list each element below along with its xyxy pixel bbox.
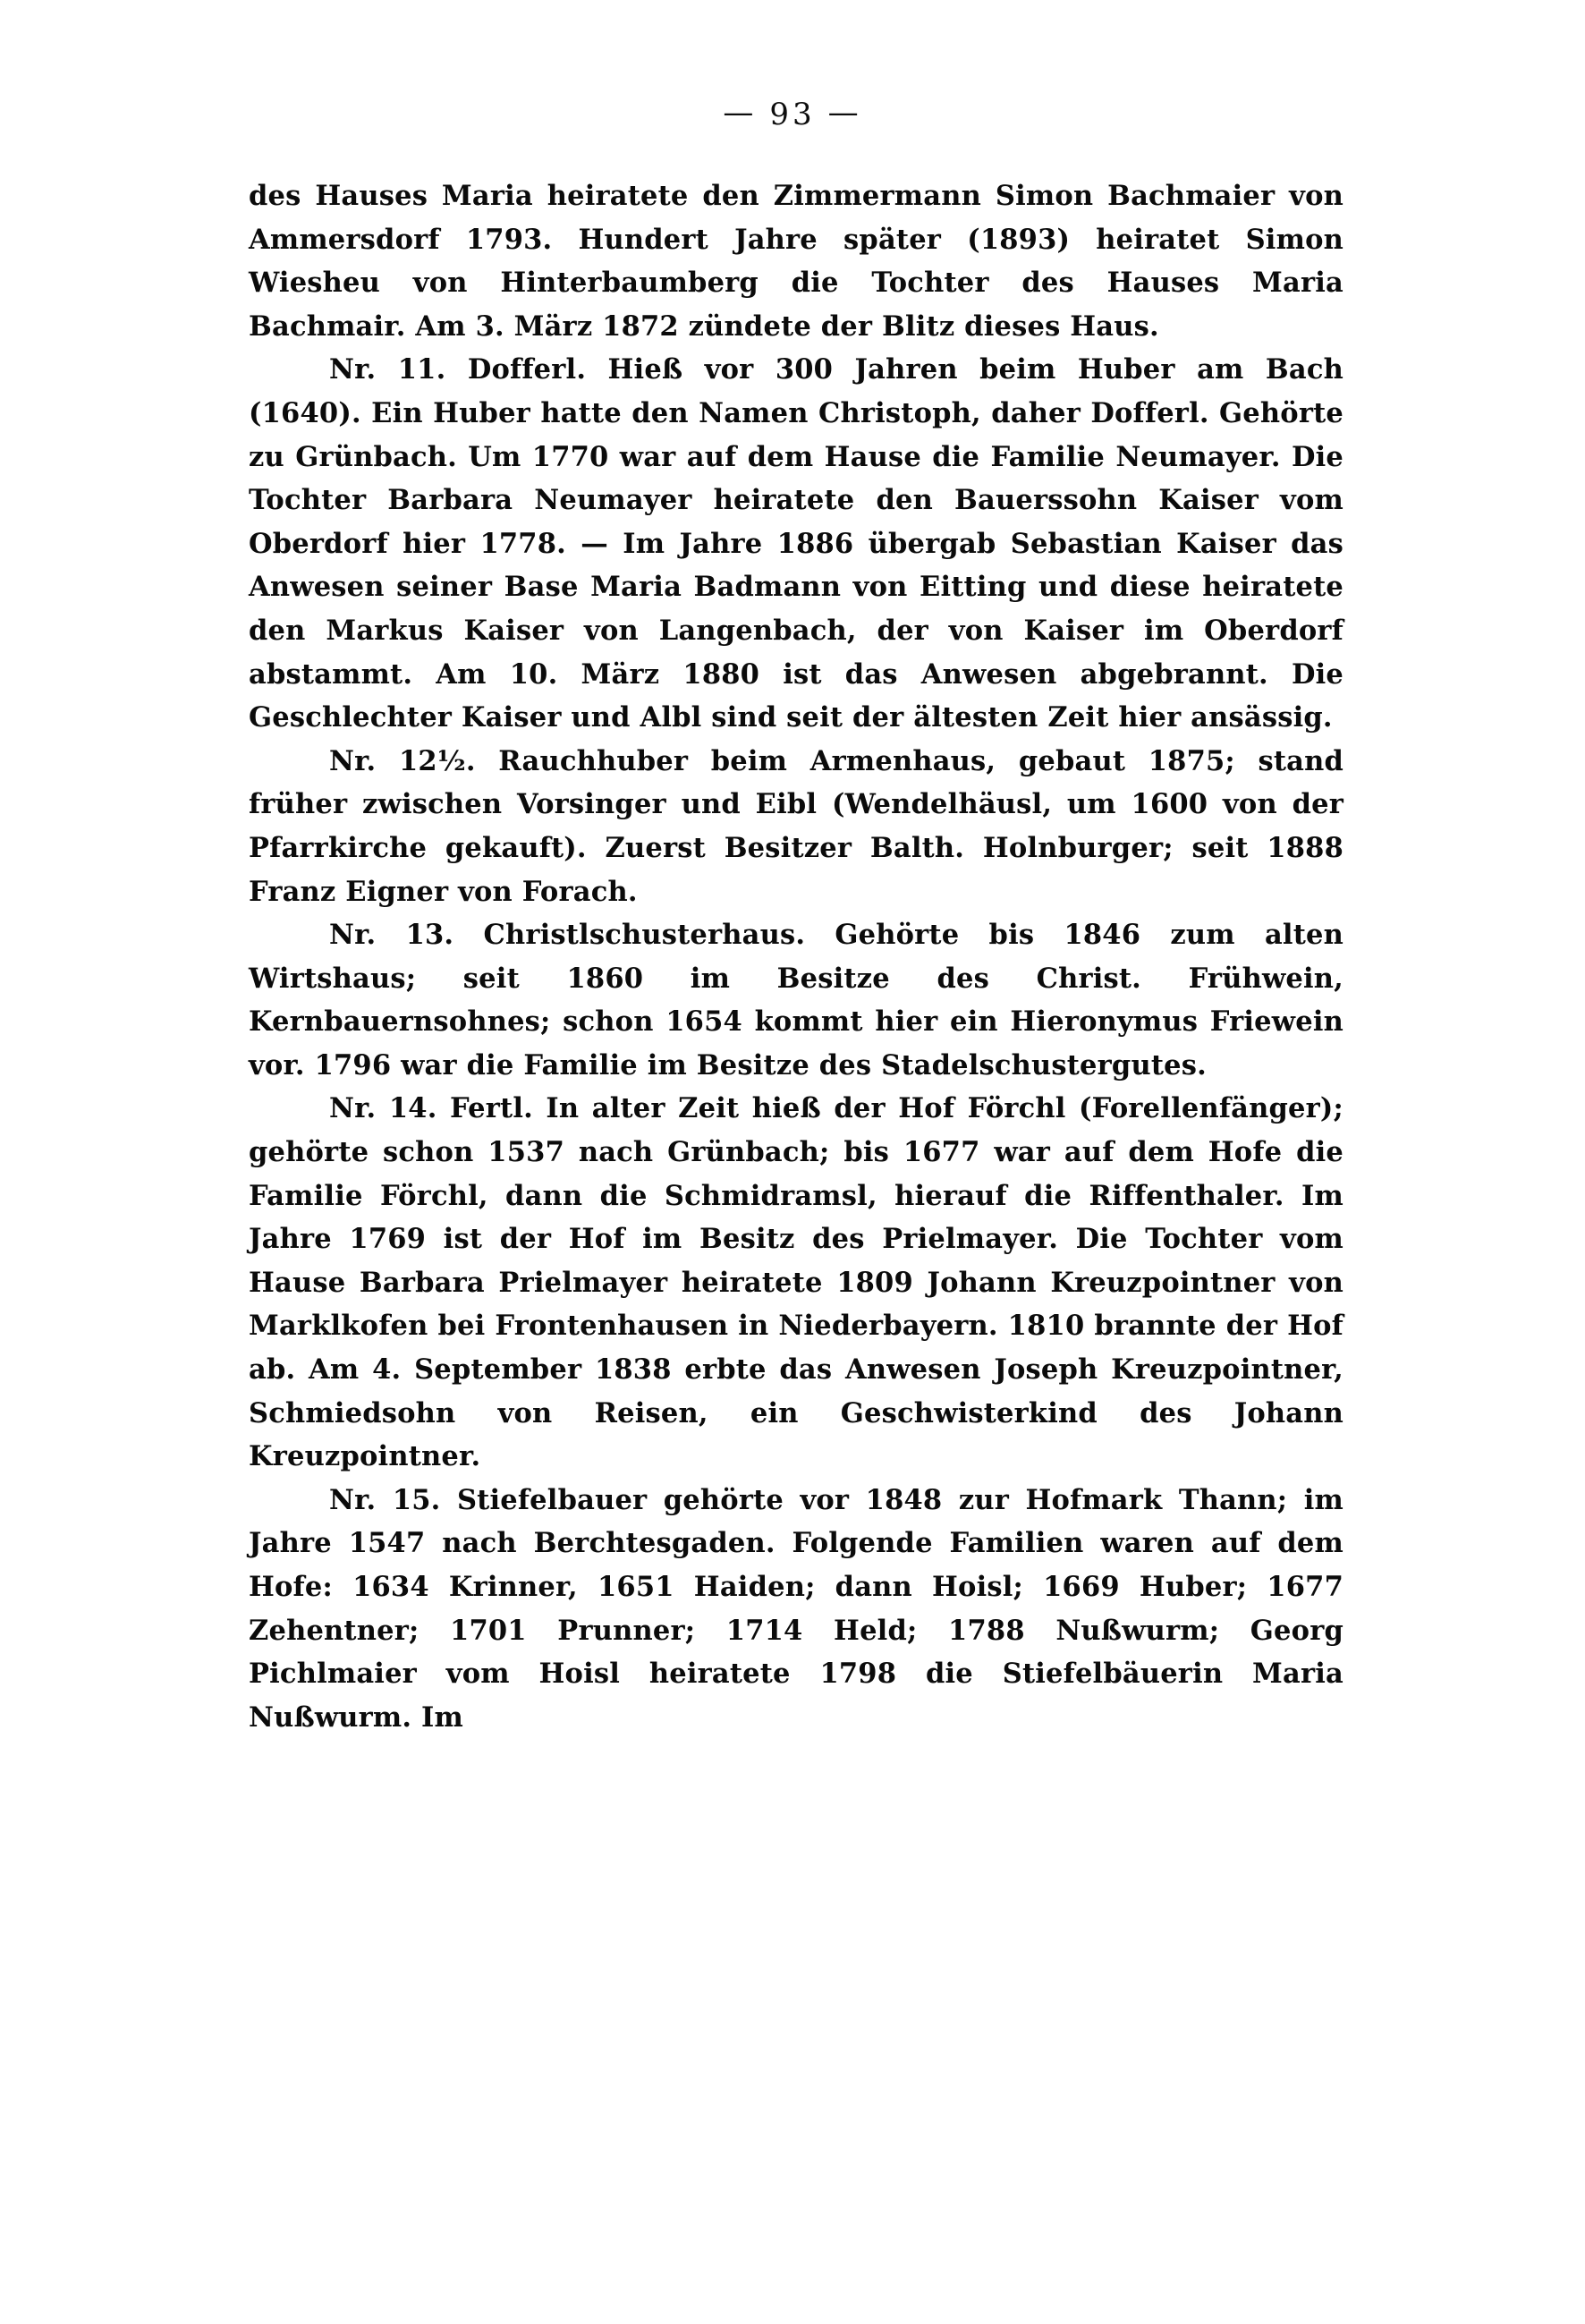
body-text-column [249,174,1343,1739]
paragraph-nr-11: Nr. 11. Dofferl. Hieß vor 300 Jahren beim Huber am Bach (1640). Ein Huber hatte den Namen Christoph, daher Dofferl. Gehörte zu Grünbach. Um 1770 war auf dem Hause die Familie Neumayer. Die Tochter Barbara Neumayer heiratete den Bauerssohn Kaiser vom Oberdorf hier 1778. — Im Jahre 1886 übergab Sebastian Kaiser das Anwesen seiner Base Maria Badmann von Eitting und diese heiratete den Markus Kaiser von Langenbach, der von Kaiser im Oberdorf abstammt. Am 10. März 1880 ist das Anwesen abgebrannt. Die Geschlechter Kaiser und Albl sind seit der ältesten Zeit hier ansässig. [249,353,1343,734]
paragraph-nr-12-5: Nr. 12½. Rauchhuber beim Armenhaus, gebaut 1875; stand früher zwischen Vorsinger und Eibl (Wendelhäusl, um 1600 von der Pfarrkirche gekauft). Zuerst Besitzer Balth. Holnburger; seit 1888 Franz Eigner von Forach. [249,744,1343,908]
paragraph-nr-13: Nr. 13. Christlschusterhaus. Gehörte bis 1846 zum alten Wirtshaus; seit 1860 im Besitze des Christ. Frühwein, Kernbauernsohnes; schon 1654 kommt hier ein Hieronymus Friewein vor. 1796 war die Familie im Besitze des Stadelschustergutes. [249,919,1343,1081]
paragraph-nr-14: Nr. 14. Fertl. In alter Zeit hieß der Hof Förchl (Forellenfänger); gehörte schon 1537 nach Grünbach; bis 1677 war auf dem Hofe die Familie Förchl, dann die Schmidramsl, hierauf die Riffenthaler. Im Jahre 1769 ist der Hof im Besitz des Prielmayer. Die Tochter vom Hause Barbara Prielmayer heiratete 1809 Johann Kreuzpointner von Marklkofen bei Frontenhausen in Niederbayern. 1810 brannte der Hof ab. Am 4. September 1838 erbte das Anwesen Joseph Kreuzpointner, Schmiedsohn von Reisen, ein Geschwisterkind des Johann Kreuzpointner. [249,1092,1343,1473]
page-number-value: 93 [769,97,816,132]
paragraph-nr-15: Nr. 15. Stiefelbauer gehörte vor 1848 zur Hofmark Thann; im Jahre 1547 nach Berchtesgaden. Folgende Familien waren auf dem Hofe: 1634 Krinner, 1651 Haiden; dann Hoisl; 1669 Huber; 1677 Zehentner; 1701 Prunner; 1714 Held; 1788 Nußwurm; Georg Pichlmaier vom Hoisl heiratete 1798 die Stiefelbäuerin Maria Nußwurm. Im [249,1483,1343,1734]
page-number [0,97,1585,132]
page-number-dash-left: — [723,95,758,131]
page-number-dash-right: — [827,95,862,131]
paragraph-intro: des Hauses Maria heiratete den Zimmermann Simon Bachmaier von Ammersdorf 1793. Hundert Jahre später (1893) heiratet Simon Wiesheu von Hinterbaumberg die Tochter des Hauses Maria Bachmair. Am 3. März 1872 zündete der Blitz dieses Haus. [249,180,1343,343]
